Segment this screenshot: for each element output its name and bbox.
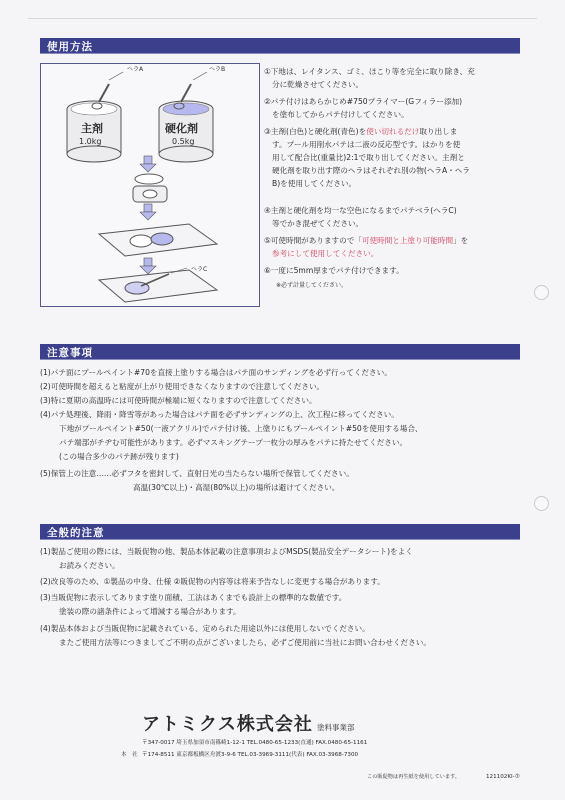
precaution-5-detail: 高温(30℃以上)・高湿(80%以上)の場所は避けてください。 <box>133 483 340 492</box>
step-2-line-2: を塗布してからパテ付けしてください。 <box>272 110 409 119</box>
section-header-precautions <box>40 344 520 360</box>
precaution-5: (5)保管上の注意……必ずフタを密封して、直射日光の当たらない場所で保管してください。 <box>40 469 354 478</box>
usage-diagram <box>40 63 260 307</box>
step-2-line-1: ②パテ付けはあらかじめ#750プライマー(Gフィラー添加) <box>264 97 463 106</box>
arrow-down-3 <box>140 258 156 274</box>
general-note-2: (2)改良等のため、①製品の中身、仕様 ②販促物の内容等は将来予告なしに変更する場合があります。 <box>40 577 385 586</box>
section-header-usage <box>40 38 520 54</box>
label-hardener-weight: 0.5kg <box>172 137 195 146</box>
step-4-line-2: 等でかき混ぜてください。 <box>272 219 364 228</box>
label-main-agent: 主剤 <box>81 122 103 135</box>
top-divider <box>28 18 537 19</box>
hardener-can <box>159 72 213 162</box>
step-5-line-2: 参考にして使用してください。 <box>272 249 379 258</box>
step-3-line-5: B)を使用してください。 <box>272 179 357 188</box>
precaution-2: (2)可使時間を超えると粘度が上がり使用できなくなりますので注意してください。 <box>40 382 325 391</box>
step-1-line-2: 分に乾燥させてください。 <box>272 80 364 89</box>
section-title: 全般的注意 <box>47 527 105 539</box>
label-hardener: 硬化剤 <box>165 122 198 135</box>
general-note-1-cont: お読みください。 <box>59 561 120 570</box>
precaution-3: (3)特に夏期の高温時には可使時間が極端に短くなりますので注意してください。 <box>40 396 317 405</box>
label-spatula-c: ヘラC <box>191 266 208 273</box>
general-note-4: (4)製品本体および当販促物に記載されている、定められた用途以外には使用しないでください。 <box>40 624 370 633</box>
step-1-line-1: ①下地は、レイタンス、ゴミ、ほこり等を完全に取り除き、充 <box>264 67 475 76</box>
precaution-4-detail-1: 下地がプールペイント#50(一液アクリル)でパテ付け後、上塗りにもプールペイント#50を使用する場合、 <box>59 424 423 433</box>
recycled-paper-note: この販促物は再生紙を使用しています。 <box>367 774 460 780</box>
precaution-4: (4)パテ処理後、降雨・降雪等があった場合はパテ面を必ずサンディングの上、次工程に移ってください。 <box>40 410 399 419</box>
arrow-down-2 <box>140 204 156 220</box>
mixing-board-1 <box>99 224 217 256</box>
general-note-3: (3)当販促物に表示してあります塗り面積、工法はあくまでも設計上の標準的な数値です。 <box>40 593 347 602</box>
step-3-line-2: す。プール用削水パテは二液の反応型です。はかりを使 <box>272 140 461 149</box>
general-note-1: (1)製品ご使用の際には、当販促物の他、製品本体記載の注意事項およびMSDS(製品安全データシート)をよく <box>40 547 413 556</box>
weighing-scale <box>133 174 167 202</box>
label-spatula-a: ヘラA <box>127 66 144 73</box>
company-division: 塗料事業部 <box>317 723 355 732</box>
company-name: アトミクス株式会社 <box>142 714 313 735</box>
step-3-line-4: 硬化剤を取り出す際のヘラはそれぞれ別の物(ヘラA・ヘラ <box>272 166 470 175</box>
section-title: 注意事項 <box>47 347 93 359</box>
company-address-factory: 〒347-0017 埼玉県加須市南篠崎1-12-1 TEL.0480-65-1233(直通) FAX.0480-65-1161 <box>142 740 368 746</box>
section-title: 使用方法 <box>47 41 93 53</box>
step-3-line-3: 用して配合比(重量比)2:1で取り出してください。主剤と <box>272 153 465 162</box>
binder-hole <box>534 496 549 511</box>
label-spatula-b: ヘラB <box>209 66 226 73</box>
binder-hole <box>534 285 549 300</box>
step-4-line-1: ④主剤と硬化剤を均一な空色になるまでパテベラ(ヘラC) <box>264 206 457 215</box>
precaution-1: (1)パテ面にプールペイント#70を直接上塗りする場合はパテ面のサンディングを必ず行ってください。 <box>40 368 392 377</box>
general-note-3-cont: 塗装の際の諸条件によって増減する場合があります。 <box>59 607 241 616</box>
company-address-hq-label: 本 社 <box>121 752 138 758</box>
step-6-line-1: ⑥一度に5mm厚までパテ付けできます。 <box>264 266 404 275</box>
precaution-4-detail-2: パテ端部がチヂむ可能性があります。必ずマスキングテープ一枚分の厚みをパテに持たせてください。 <box>59 438 408 447</box>
main-agent-can <box>67 72 123 162</box>
step-3-line-1: ③主剤(白色)と硬化剤(青色)を使い切れるだけ取り出しま <box>264 127 458 136</box>
arrow-down-1 <box>140 156 156 172</box>
general-note-4-cont: またご使用方法等につきましてご不明の点がございましたら、必ずご使用前に当社にお問い合わせください。 <box>59 638 431 647</box>
step-5-line-1: ⑤可使時間がありますので「可使時間と上塗り可能時間」を <box>264 236 469 245</box>
document-code: 121102KI-⑦ <box>486 774 520 780</box>
label-main-weight: 1.0kg <box>79 137 102 146</box>
precaution-4-detail-3: (この場合多少のパテ跡が残ります) <box>59 452 179 461</box>
weighing-footnote: ※必ず計量してください。 <box>276 282 348 289</box>
mixing-diagram-illustration <box>41 64 259 306</box>
section-header-general <box>40 524 520 540</box>
company-address-hq: 〒174-8511 東京都板橋区舟渡3-9-6 TEL.03-3969-3111(代表) FAX.03-3968-7300 <box>142 752 359 758</box>
